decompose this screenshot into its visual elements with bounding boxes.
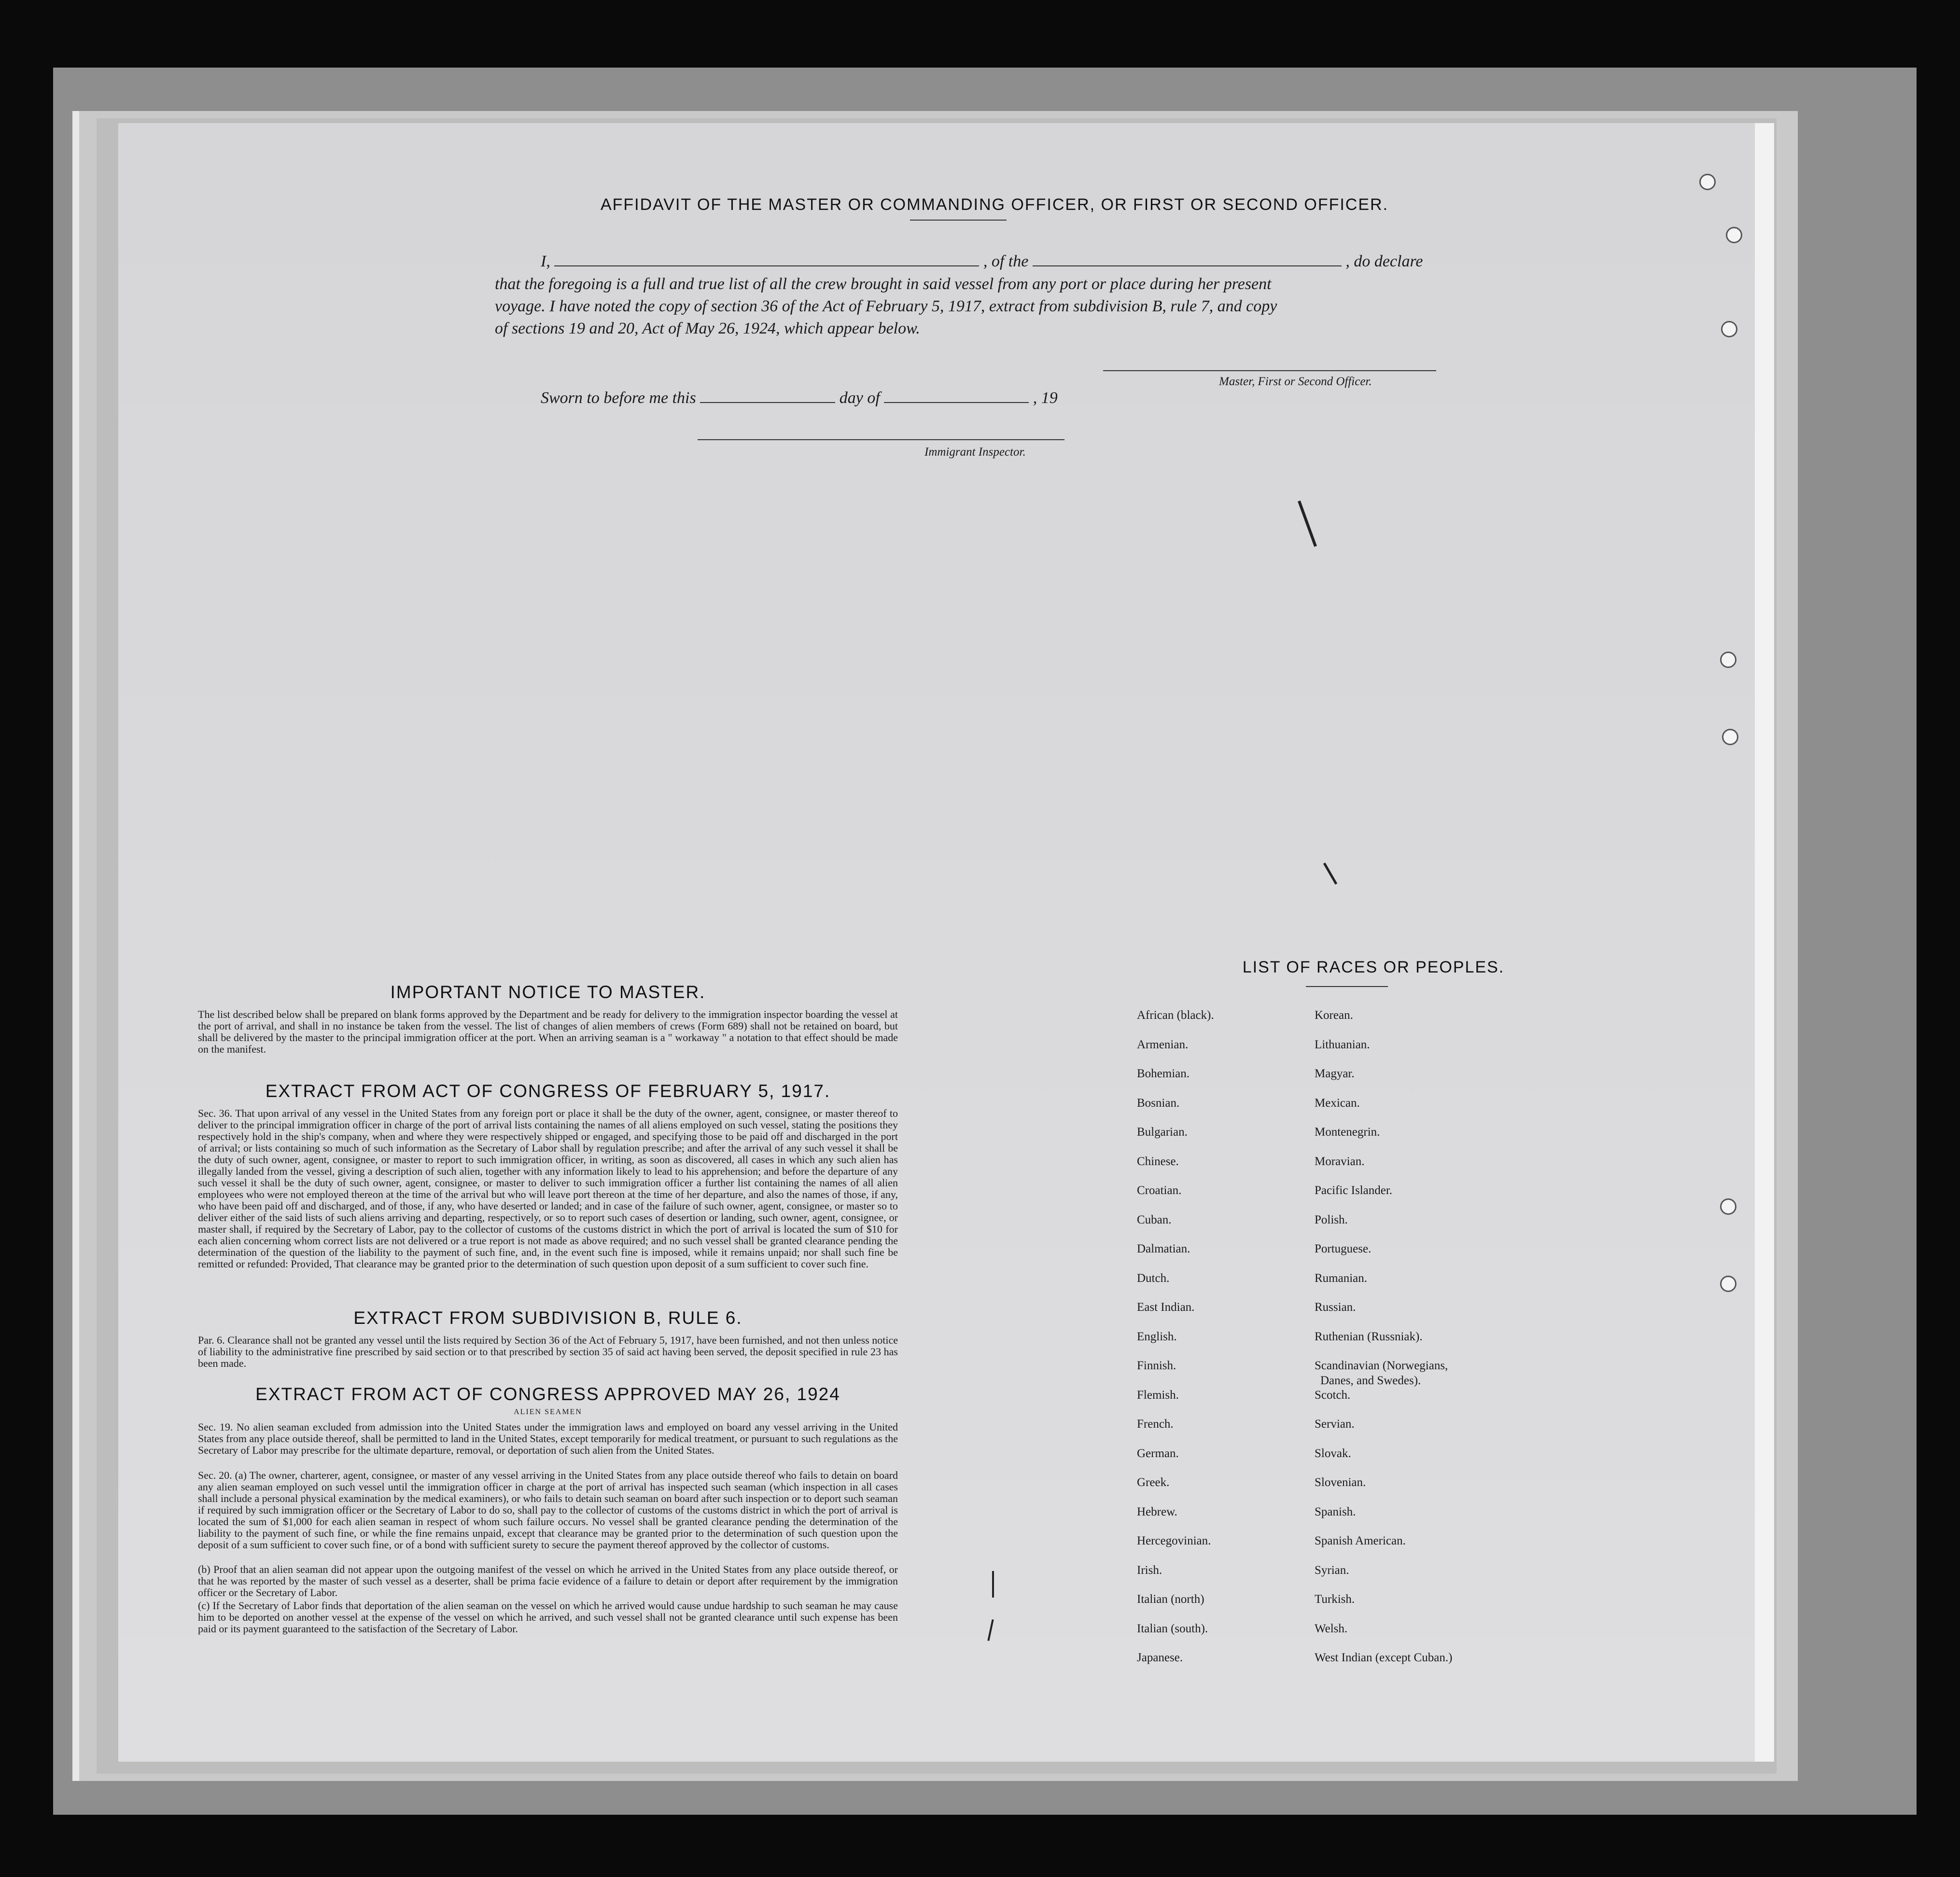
extract-rule6-title: EXTRACT FROM SUBDIVISION B, RULE 6. [353,1308,742,1328]
race-item: West Indian (except Cuban.) [1315,1651,1453,1664]
affidavit-title: AFFIDAVIT OF THE MASTER OR COMMANDING OFFICER, OR FIRST OR SECOND OFFICER. [600,195,1389,214]
sheet-edge [1755,123,1774,1762]
race-item: Japanese. [1137,1651,1183,1664]
extract-1917-title: EXTRACT FROM ACT OF CONGRESS OF FEBRUARY 5, 1917. [265,1081,831,1101]
inspector-caption: Immigrant Inspector. [924,445,1026,459]
alien-seamen-subtitle: ALIEN SEAMEN [514,1408,582,1416]
race-item: Spanish. [1315,1505,1356,1518]
notice-body: The list described below shall be prepared on blank forms approved by the Department and be ready for delivery to the immigration inspector boarding the vessel at the port of arrival, and shall in no instance be taken from the vessel. The list of changes of alien members of crews (Form 689) shall not be retained on board, but shall be delivered by the master to the principal immigration officer at the port. When an arriving seaman is a " workaway " a notation to that effect should be made on the manifest. [198,1008,898,1055]
race-item: East Indian. [1137,1301,1195,1314]
race-item: Chinese. [1137,1154,1179,1168]
punch-hole [1721,321,1737,337]
race-item: English. [1137,1330,1177,1343]
extract-1917-body: Sec. 36. That upon arrival of any vessel in the United States from any foreign port or place it shall be the duty of the owner, agent, consignee, or master thereof to deliver to the principal immigration officer in charge of the port of arrival lists containing the names of all aliens employed on such vessel, stating the positions they respectively hold in the ship's company, when and where they were respectively shipped or engaged, and specifying those to be paid off and discharged in the port of arrival; or lists containing so much of such information as the Secretary of Labor shall by regulation prescribe; and after the arrival of any such vessel it shall be the duty of such owner, agent, consignee, or master to report to such immigration officer, in writing, as soon as discovered, all cases in which any such alien has illegally landed from the vessel, giving a description of such alien, together with any information likely to lead to his apprehension; and before the departure of any such vessel it shall be the duty of such owner, agent, consignee, or master to deliver to such immigration officer a further list containing the names of all alien employees who were not employed thereon at the time of the arrival but who will leave port thereon at the time of her departure, and also the names of those, if any, who have been paid off and discharged, and of those, if any, who have deserted or landed; and in case of the failure of such owner, agent, consignee, or master so to deliver either of the said lists of such aliens arriving and departing, respectively, or so to report such cases of desertion or landing, such owner, agent, consignee, or master shall, if required by the Secretary of Labor, pay to the collector of customs of the customs district in which the port of arrival is located the sum of $10 for each alien concerning whom correct lists are not delivered or a true report is not made as above required; and no such vessel shall be granted clearance pending the determination of the question of the liability to the payment of such fine, and, in the event such fine is imposed, while it remains unpaid; nor shall such fine be remitted or refunded: Provided, That clearance may be granted prior to the determination of such question upon deposit of a sum sufficient to cover such fine. [198,1107,898,1270]
race-item: Slovenian. [1315,1476,1366,1489]
race-item: Bohemian. [1137,1067,1190,1080]
race-item: Lithuanian. [1315,1038,1370,1051]
extract-rule6-body: Par. 6. Clearance shall not be granted any vessel until the lists required by Section 36 of the Act of February 5, 1917, have been furnished, and not then unless notice of liability to the administrative fine prescribed by said section or to that prescribed by section 35 of said act having been served, the deposit specified in rule 23 has been made. [198,1334,898,1369]
race-item: Italian (south). [1137,1622,1208,1635]
race-item: Armenian. [1137,1038,1189,1051]
do-declare-label: , do declare [1345,252,1423,270]
race-item: Russian. [1315,1301,1356,1314]
races-title: LIST OF RACES OR PEOPLES. [1242,958,1505,976]
sec-20a-text: Sec. 20. (a) The owner, charterer, agent, consignee, or master of any vessel arriving in the United States from any place outside thereof who fails to detain on board any alien seaman employed on such vessel until the immigration officer in charge at the port of arrival has inspected such seaman (which inspection in all cases shall include a personal physical examination by the medical examiners), or who fails to detain such seaman on board after such inspection or to deport such seaman if required by such immigration officer or the Secretary of Labor to do so, shall pay to the collector of customs of the customs district in which the port of arrival is located the sum of $1,000 for each alien seaman in respect of whom such failure occurs. No vessel shall be granted clearance pending the determination of the liability to the payment of such fine, or while the fine remains unpaid, except that clearance may be granted prior to the determination of such question upon the deposit of a sum sufficient to cover such fine, or of a bond with sufficient surety to secure the payment thereof approved by the collector of customs. [198,1469,898,1551]
name-blank[interactable] [554,251,979,266]
race-item: Spanish American. [1315,1534,1406,1547]
i-label: I, [541,252,550,270]
affidavit-line-3: voyage. I have noted the copy of section 36 of the Act of February 5, 1917, extract from subdivision B, rule 7, and copy [495,297,1277,315]
form-sheet [118,123,1774,1762]
punch-hole [1726,227,1742,243]
race-item: Moravian. [1315,1154,1365,1168]
race-item: Danes, and Swedes). [1320,1374,1421,1387]
race-item: Rumanian. [1315,1271,1368,1285]
sworn-label: Sworn to before me this [541,389,696,407]
race-item: Slovak. [1315,1446,1351,1460]
punch-hole [1699,174,1716,190]
race-item: Pacific Islander. [1315,1184,1393,1197]
sec-20c-text: (c) If the Secretary of Labor finds that deportation of the alien seaman on the vessel on which he arrived would cause undue hardship to such seaman he may cause him to be deported on another vessel at the expense of the vessel on which he arrived, and such vessel shall not be granted clearance until such expense has been paid or its payment guaranteed to the satisfaction of the Secretary of Labor. [198,1599,898,1635]
punch-hole [1720,1198,1736,1215]
sec-19-text: Sec. 19. No alien seaman excluded from admission into the United States under the immigration laws and employed on board any vessel arriving in the United States from any place outside thereof, shall be permitted to land in the United States, except temporarily for medical treatment, or pursuant to such regulations as the Secretary of Labor may prescribe for the ultimate departure, removal, or deportation of such alien from the United States. [198,1421,898,1456]
day-blank[interactable] [700,388,835,403]
races-divider [1306,986,1388,987]
punch-hole [1722,729,1738,745]
race-item: Cuban. [1137,1213,1172,1226]
extract-1924-title: EXTRACT FROM ACT OF CONGRESS APPROVED MAY 26, 1924 [255,1384,840,1404]
punch-hole [1720,1276,1736,1292]
notice-title: IMPORTANT NOTICE TO MASTER. [390,982,706,1002]
race-item: African (black). [1137,1009,1214,1022]
race-item: Welsh. [1315,1622,1348,1635]
race-item: Korean. [1315,1009,1353,1022]
race-item: Servian. [1315,1418,1355,1431]
day-of-label: day of [839,389,880,407]
race-item: Polish. [1315,1213,1348,1226]
sec-20b-text: (b) Proof that an alien seaman did not appear upon the outgoing manifest of the vessel on which he arrived in the United States from any place outside thereof, or that he was reported by the master of such vessel as a deserter, shall be prima facie evidence of a failure to detain or deport after requirement by the immigration officer or the Secretary of Labor. [198,1563,898,1599]
race-item: Greek. [1137,1476,1170,1489]
race-item: Syrian. [1315,1563,1349,1577]
race-item: Croatian. [1137,1184,1182,1197]
ink-mark [1323,862,1337,885]
race-item: Montenegrin. [1315,1126,1380,1139]
title-divider [910,220,1007,221]
race-item: Finnish. [1137,1359,1176,1372]
race-item: Flemish. [1137,1388,1179,1402]
affidavit-line-1 [541,251,1554,272]
ink-mark [1298,501,1317,547]
vessel-blank[interactable] [1033,251,1342,266]
race-item: Scandinavian (Norwegians, [1315,1359,1448,1372]
inspector-signature-line[interactable] [698,439,1064,440]
affidavit-line-4: of sections 19 and 20, Act of May 26, 1924, which appear below. [495,320,920,337]
race-item: Ruthenian (Russniak). [1315,1330,1423,1343]
race-item: Italian (north) [1137,1593,1204,1606]
of-the-label: , of the [983,252,1029,270]
race-item: Bulgarian. [1137,1126,1188,1139]
master-signature-caption: Master, First or Second Officer. [1219,375,1372,388]
sworn-line [541,388,1265,409]
race-item: Dalmatian. [1137,1242,1190,1255]
master-signature-line[interactable] [1103,370,1436,371]
race-item: Scotch. [1315,1388,1351,1402]
affidavit-line-2: that the foregoing is a full and true list of all the crew brought in said vessel from any port or place during her present [495,275,1272,293]
race-item: Irish. [1137,1563,1162,1577]
punch-hole [1720,652,1736,668]
race-item: French. [1137,1418,1174,1431]
race-item: German. [1137,1446,1179,1460]
race-item: Bosnian. [1137,1096,1180,1110]
race-item: Magyar. [1315,1067,1355,1080]
race-item: Dutch. [1137,1271,1170,1285]
race-item: Turkish. [1315,1593,1355,1606]
year-label: , 19 [1033,389,1058,407]
race-item: Hebrew. [1137,1505,1177,1518]
race-item: Hercegovinian. [1137,1534,1211,1547]
ink-mark [987,1619,994,1641]
ink-mark [992,1571,994,1598]
race-item: Mexican. [1315,1096,1360,1110]
month-blank[interactable] [884,388,1029,403]
race-item: Portuguese. [1315,1242,1372,1255]
